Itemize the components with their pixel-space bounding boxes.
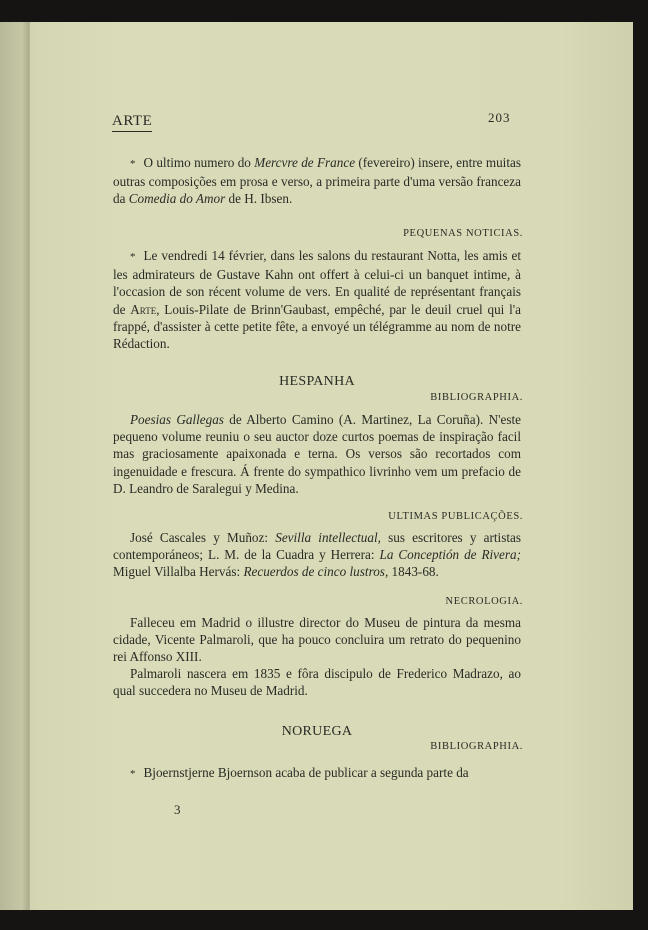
paragraph-kahn: * Le vendredi 14 février, dans les salons du restaurant Notta, les amis et les admirateurs de Gustave Kahn ont offert à celui-ci un banquet intime, à l'occasion de son récent volume de vers. En qualité de représentant français de Arte, Louis-Pilate de Brinn'Gaubast, empêché, par le deuil cruel qui l'a frappé, d'assister à cette petite fête, a envoyé un télégramme au nom de notre Rédaction.: [113, 248, 521, 352]
heading-ultimas-publicacoes: ULTIMAS PUBLICAÇÕES.: [388, 511, 523, 522]
asterism-marker: *: [130, 158, 136, 170]
asterism-marker: *: [130, 768, 136, 780]
running-header: ARTE: [112, 112, 152, 132]
heading-bibliographia: BIBLIOGRAPHIA.: [430, 392, 523, 403]
signature-mark: 3: [174, 802, 181, 817]
heading-noruega: NORUEGA: [281, 724, 353, 739]
heading-hespanha: HESPANHA: [279, 374, 355, 389]
heading-bibliographia-noruega: BIBLIOGRAPHIA.: [430, 741, 523, 752]
page-number: 203: [488, 110, 511, 125]
page-gutter: [0, 22, 30, 910]
heading-necrologia: NECROLOGIA.: [445, 596, 523, 607]
paragraph-palmaroli-death: Falleceu em Madrid o illustre director do Museu de pintura da mesma cidade, Vicente Palmaroli, que ha pouco concluira um retrato do pequenino rei Affonso XIII.: [113, 615, 521, 665]
paragraph-poesias-gallegas: Poesias Gallegas de Alberto Camino (A. Martinez, La Coruña). N'este pequeno volume reuniu o seu auctor doze curtos poemas de inspiração facil mas graciosamente apaixonada e terna. Os versos são recortados com ingenuidade e frescura. Á frente do sympathico livrinho vem um prefacio de D. Leandro de Saralegui y Medina.: [113, 412, 521, 496]
paragraph-bjoernson: * Bjoernstjerne Bjoernson acaba de publicar a segunda parte da: [130, 765, 469, 780]
book-page: [0, 22, 633, 910]
paragraph-publicacoes: José Cascales y Muñoz: Sevilla intellectual, sus escritores y artistas contemporáneos; L. M. de la Cuadra y Herrera: La Conceptión de Rivera; Miguel Villalba Hervás: Recuerdos de cinco lustros, 1843-68.: [113, 530, 521, 580]
heading-pequenas-noticias: PEQUENAS NOTICIAS.: [403, 228, 523, 239]
asterism-marker: *: [130, 251, 136, 263]
paragraph-mercure: * O ultimo numero do Mercvre de France (fevereiro) insere, entre muitas outras composições em prosa e verso, a primeira parte d'uma versão franceza da Comedia do Amor de H. Ibsen.: [113, 155, 521, 207]
paragraph-palmaroli-bio: Palmaroli nascera em 1835 e fôra discipulo de Frederico Madrazo, ao qual succedera no Museu de Madrid.: [113, 666, 521, 699]
